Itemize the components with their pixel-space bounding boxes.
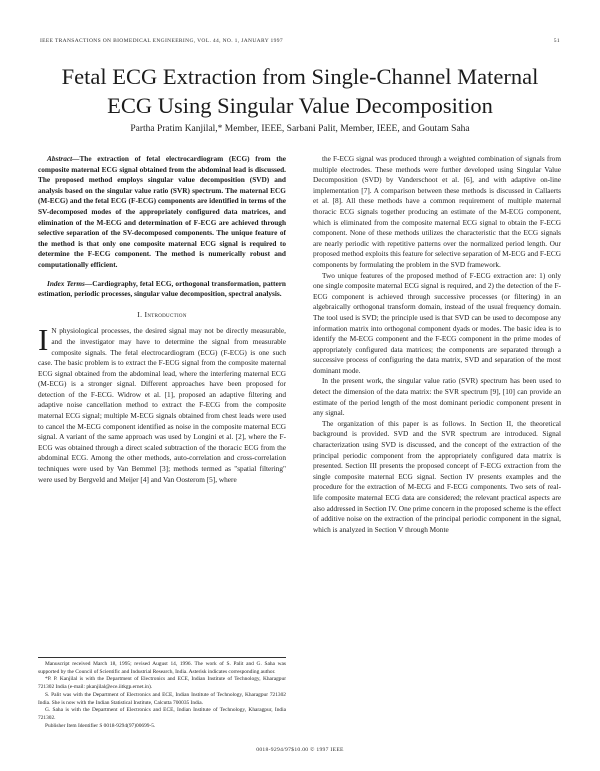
paper-title bbox=[30, 62, 570, 120]
abstract bbox=[38, 154, 286, 271]
footnote-author-2: S. Palit was with the Department of Electronics and ECE, Indian Institute of Technology, Kharagpur 721302 India. She is now with the Indian Statistical Institute, Calcutta 700035 India. bbox=[38, 691, 286, 706]
index-terms bbox=[38, 279, 286, 300]
copyright-footer: 0018-9294/97$10.00 © 1997 IEEE bbox=[256, 747, 344, 753]
footnotes bbox=[38, 657, 286, 730]
index-terms-label: Index Terms— bbox=[47, 278, 93, 288]
drop-cap: I bbox=[38, 322, 49, 358]
abstract-text: The extraction of fetal electrocardiogram (ECG) from the composite maternal ECG signal obtained from the abdominal lead is discussed. The proposed method employs singular value decomposition (SVD) and analysis based on the singular value ratio (SVR) spectrum. The maternal ECG (M-ECG) and the fetal ECG (F-ECG) components are identified in terms of the SV-decomposed modes of the appropriately configured data matrices, and elimination of the M-ECG and determination of F-ECG are achieved through selective separation of the SV-decomposed components. The unique feature of the method is that only one composite maternal ECG signal is required to determine the F-ECG component. The method is numerically robust and computationally efficient. bbox=[38, 154, 286, 269]
footnote-author-1: *P. P. Kanjilal is with the Department of Electronics and ECE, Indian Institute of Technology, Kharagpur 721302 India (e-mail: pkanjilal@ece.iitkgp.ernet.in). bbox=[38, 676, 286, 691]
journal-name: IEEE TRANSACTIONS ON BIOMEDICAL ENGINEERING, VOL. 44, NO. 1, JANUARY 1997 bbox=[40, 38, 283, 44]
left-column bbox=[38, 154, 286, 485]
author-list: Partha Pratim Kanjilal,* Member, IEEE, Sarbani Palit, Member, IEEE, and Goutam Saha bbox=[130, 124, 470, 134]
index-terms-text: Cardiography, fetal ECG, orthogonal transformation, pattern estimation, periodic processes, singular value decomposition, spectral analysis. bbox=[38, 278, 286, 299]
title-line-2: ECG Using Singular Value Decomposition bbox=[107, 93, 493, 118]
page-number: 51 bbox=[553, 38, 560, 44]
body-paragraph-2: Two unique features of the proposed method of F-ECG extraction are: 1) only one single composite maternal ECG signal is required, and 2) the detection of the F-ECG component is achieved through successive processes (or filtering) in an algebraically orthogonal transform domain, instead of the usual frequency domain. The tool used is SVD; the principle used is that SVD can be used to decompose any information matrix into orthogonal component dyads or modes. The basic idea is to identify the M-ECG component and the F-ECG component in the prime modes of appropriately configured data matrices; the components are separated through a successive process of configuring the data matrix, SVD and separation of the most dominant mode. bbox=[313, 270, 561, 375]
footnote-manuscript: Manuscript received March 18, 1995; revised August 14, 1996. The work of S. Palit and G. Saha was supported by the Council of Scientific and Industrial Research, India. Asterisk indicates corresponding author. bbox=[38, 661, 286, 675]
title-line-1: Fetal ECG Extraction from Single-Channel Maternal bbox=[61, 64, 539, 89]
introduction-paragraph bbox=[38, 322, 286, 485]
running-head bbox=[40, 38, 560, 44]
abstract-label: Abstract— bbox=[47, 154, 80, 163]
section-heading-introduction: I. Introduction bbox=[137, 309, 187, 319]
body-paragraph-4: The organization of this paper is as follows. In Section II, the theoretical background is provided. SVD and the SVR spectrum are introduced. Signal characterization using SVD is discussed, and the concept of the extraction of the principal periodic component from the appropriately configured data matrix is presented. Section III presents the proposed concept of F-ECG extraction from the single composite maternal ECG signal. Section IV presents examples and the procedure for the extraction of M-ECG and F-ECG components. Two sets of real-life composite maternal ECG data are considered; the relevant practical aspects are also addressed in Section IV. One prime concern in the proposed scheme is the effect of additive noise on the extraction of the principal periodic component in the signal, which is analyzed in Section V through Monte bbox=[313, 418, 561, 534]
footnote-author-3: G. Saha is with the Department of Electronics and ECE, Indian Institute of Technology, Kharagpur, India 721302. bbox=[38, 707, 286, 721]
right-column bbox=[313, 154, 561, 535]
body-paragraph-1: the F-ECG signal was produced through a weighted combination of signals from multiple electrodes. These methods were further developed using Singular Value Decomposition (SVD) by Vanderschoot et al. [6], and with adaptive on-line implementation [7]. A comparison between these methods is discussed in Callaerts et al. [8]. All these methods have a common requirement of multiple maternal thoracic ECG signals together producing an estimate of the M-ECG component, which is eliminated from the composite maternal ECG signal to obtain the F-ECG component. None of these methods utilizes the characteristic that the ECG signals are nearly periodic with repetitive patterns over the normalized period length. Our proposed method exploits this feature for selective separation of M-ECG and F-ECG components by formulating the problem in the SVD framework. bbox=[313, 154, 561, 269]
introduction-text: N physiological processes, the desired signal may not be directly measurable, and the investigator may have to determine the signal from measurable composite signals. The fetal electrocardiogram (ECG) (F-ECG) is one such case. The basic problem is to extract the F-ECG signal from the composite maternal ECG signal obtained from the abdominal lead, where the interfering maternal ECG (M-ECG) is a stronger signal. Different approaches have been proposed for detection of the F-ECG. Widrow et al. [1], proposed an adaptive filtering and adaptive noise cancellation method to extract the F-ECG from the composite maternal ECG signal; multiple M-ECG signals obtained from chest leads were used to cancel the M-ECG component identified as noise in the composite maternal ECG signal. A variant of the same approach was used by Longini et al. [2], where the F-ECG was obtained through a direct scaled subtraction of the thoracic ECG from the abdominal ECG. Among the other methods, auto-correlation and cross-correlation techniques were used by Van Bemmel [3]; methods termed as "spatial filtering" were used by Bergveld and Meijer [4] and Van Oosterom [5], where bbox=[38, 326, 286, 484]
footnote-publisher-id: Publisher Item Identifier S 0018-9294(97)00699-5. bbox=[45, 722, 156, 729]
body-paragraph-3: In the present work, the singular value ratio (SVR) spectrum has been used to detect the dimension of the data matrix: the SVR spectrum [9], [10] can provide an estimate of the period length of the most dominant periodic component present in any signal. bbox=[313, 376, 561, 418]
